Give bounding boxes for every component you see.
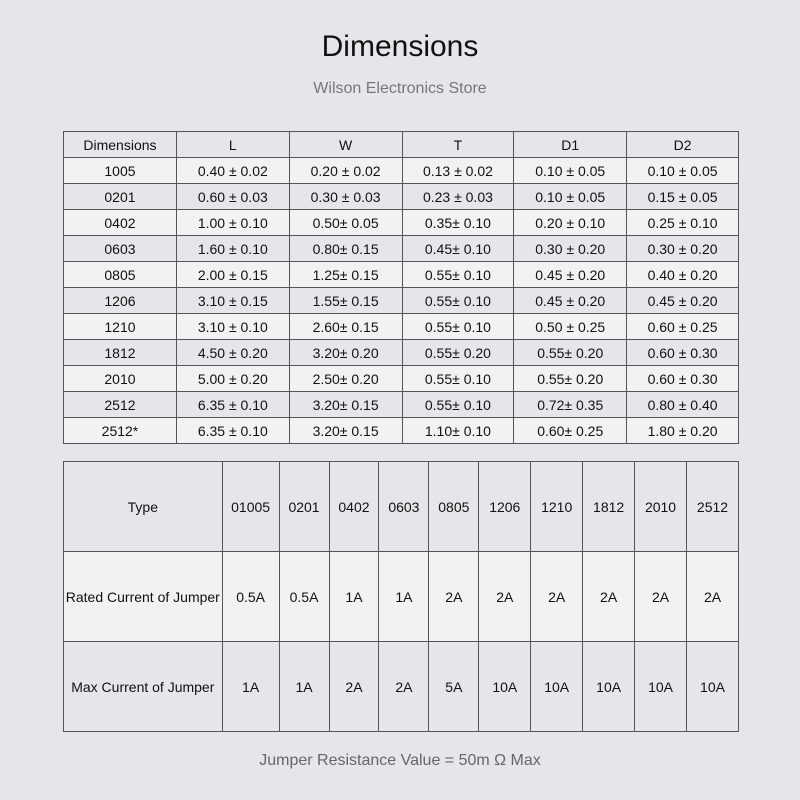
table-cell: 1812 — [583, 462, 635, 552]
table-cell: 2A — [329, 642, 379, 732]
cell-t: 0.13 ± 0.02 — [402, 158, 514, 184]
table-cell: 2010 — [635, 462, 687, 552]
cell-w: 0.50± 0.05 — [289, 210, 402, 236]
cell-d1: 0.20 ± 0.10 — [514, 210, 627, 236]
cell-w: 3.20± 0.15 — [289, 418, 402, 444]
page-title: Dimensions — [321, 30, 479, 63]
table-cell: 2512 — [687, 462, 739, 552]
cell-w: 0.20 ± 0.02 — [289, 158, 402, 184]
table-header-row — [64, 132, 739, 158]
jumper-resistance-note: Jumper Resistance Value = 50m Ω Max — [259, 752, 541, 769]
cell-d2: 0.60 ± 0.25 — [627, 314, 739, 340]
cell-d1: 0.10 ± 0.05 — [514, 184, 627, 210]
table-row — [64, 392, 739, 418]
cell-w: 2.60± 0.15 — [289, 314, 402, 340]
cell-l: 3.10 ± 0.10 — [176, 314, 289, 340]
table-row — [64, 366, 739, 392]
cell-w: 1.25± 0.15 — [289, 262, 402, 288]
cell-size: 0402 — [64, 210, 177, 236]
row-label: Rated Current of Jumper — [64, 552, 223, 642]
cell-t: 0.55± 0.10 — [402, 366, 514, 392]
table-cell: 01005 — [222, 462, 279, 552]
type-row — [64, 462, 739, 552]
column-header-w: W — [289, 132, 402, 158]
column-header-d2: D2 — [627, 132, 739, 158]
cell-size: 0603 — [64, 236, 177, 262]
cell-w: 1.55± 0.15 — [289, 288, 402, 314]
table-cell: 10A — [635, 642, 687, 732]
cell-l: 6.35 ± 0.10 — [176, 418, 289, 444]
table-row — [64, 340, 739, 366]
cell-d1: 0.10 ± 0.05 — [514, 158, 627, 184]
table-cell: 1A — [329, 552, 379, 642]
table-cell: 1A — [222, 642, 279, 732]
cell-size: 2512 — [64, 392, 177, 418]
column-header-d1: D1 — [514, 132, 627, 158]
table-cell: 10A — [583, 642, 635, 732]
cell-d2: 1.80 ± 0.20 — [627, 418, 739, 444]
table-cell: 2A — [687, 552, 739, 642]
table-cell: 2A — [479, 552, 531, 642]
cell-t: 0.55± 0.10 — [402, 314, 514, 340]
row-label: Max Current of Jumper — [64, 642, 223, 732]
cell-d1: 0.60± 0.25 — [514, 418, 627, 444]
table-cell: 10A — [531, 642, 583, 732]
cell-l: 1.60 ± 0.10 — [176, 236, 289, 262]
row-label: Type — [64, 462, 223, 552]
cell-d2: 0.10 ± 0.05 — [627, 158, 739, 184]
table-cell: 2A — [531, 552, 583, 642]
cell-d2: 0.60 ± 0.30 — [627, 366, 739, 392]
cell-w: 0.80± 0.15 — [289, 236, 402, 262]
table-cell: 5A — [429, 642, 479, 732]
cell-l: 3.10 ± 0.15 — [176, 288, 289, 314]
jumper-current-table — [63, 461, 739, 732]
cell-l: 6.35 ± 0.10 — [176, 392, 289, 418]
table-cell: 10A — [479, 642, 531, 732]
store-name: Wilson Electronics Store — [313, 80, 487, 97]
cell-d1: 0.55± 0.20 — [514, 366, 627, 392]
cell-size: 0805 — [64, 262, 177, 288]
table-cell: 1A — [279, 642, 329, 732]
table-row — [64, 262, 739, 288]
cell-size: 2010 — [64, 366, 177, 392]
cell-t: 0.23 ± 0.03 — [402, 184, 514, 210]
table-row — [64, 288, 739, 314]
cell-w: 3.20± 0.15 — [289, 392, 402, 418]
cell-l: 1.00 ± 0.10 — [176, 210, 289, 236]
cell-t: 0.35± 0.10 — [402, 210, 514, 236]
cell-w: 2.50± 0.20 — [289, 366, 402, 392]
dimensions-table — [63, 131, 739, 444]
cell-d2: 0.60 ± 0.30 — [627, 340, 739, 366]
table-cell: 0402 — [329, 462, 379, 552]
table-cell: 1210 — [531, 462, 583, 552]
cell-t: 0.55± 0.10 — [402, 262, 514, 288]
cell-w: 0.30 ± 0.03 — [289, 184, 402, 210]
table-cell: 2A — [379, 642, 429, 732]
table-cell: 0805 — [429, 462, 479, 552]
cell-t: 1.10± 0.10 — [402, 418, 514, 444]
cell-d2: 0.80 ± 0.40 — [627, 392, 739, 418]
rated-current-row — [64, 552, 739, 642]
table-cell: 0201 — [279, 462, 329, 552]
table-row — [64, 158, 739, 184]
cell-l: 4.50 ± 0.20 — [176, 340, 289, 366]
cell-size: 1812 — [64, 340, 177, 366]
cell-size: 1206 — [64, 288, 177, 314]
cell-w: 3.20± 0.20 — [289, 340, 402, 366]
cell-size: 0201 — [64, 184, 177, 210]
cell-d1: 0.50 ± 0.25 — [514, 314, 627, 340]
cell-l: 0.60 ± 0.03 — [176, 184, 289, 210]
cell-d2: 0.25 ± 0.10 — [627, 210, 739, 236]
cell-l: 0.40 ± 0.02 — [176, 158, 289, 184]
cell-d2: 0.15 ± 0.05 — [627, 184, 739, 210]
cell-d2: 0.40 ± 0.20 — [627, 262, 739, 288]
column-header-l: L — [176, 132, 289, 158]
table-cell: 0603 — [379, 462, 429, 552]
cell-d1: 0.45 ± 0.20 — [514, 288, 627, 314]
table-row — [64, 418, 739, 444]
cell-l: 5.00 ± 0.20 — [176, 366, 289, 392]
table-cell: 2A — [429, 552, 479, 642]
cell-d1: 0.55± 0.20 — [514, 340, 627, 366]
table-cell: 1A — [379, 552, 429, 642]
cell-size: 2512* — [64, 418, 177, 444]
cell-d2: 0.30 ± 0.20 — [627, 236, 739, 262]
cell-t: 0.55± 0.10 — [402, 288, 514, 314]
cell-d1: 0.72± 0.35 — [514, 392, 627, 418]
table-cell: 10A — [687, 642, 739, 732]
cell-d1: 0.45 ± 0.20 — [514, 262, 627, 288]
cell-size: 1210 — [64, 314, 177, 340]
table-cell: 2A — [635, 552, 687, 642]
table-cell: 2A — [583, 552, 635, 642]
cell-t: 0.45± 0.10 — [402, 236, 514, 262]
table-row — [64, 236, 739, 262]
cell-t: 0.55± 0.20 — [402, 340, 514, 366]
cell-d1: 0.30 ± 0.20 — [514, 236, 627, 262]
table-cell: 1206 — [479, 462, 531, 552]
cell-l: 2.00 ± 0.15 — [176, 262, 289, 288]
table-row — [64, 210, 739, 236]
table-cell: 0.5A — [279, 552, 329, 642]
cell-t: 0.55± 0.10 — [402, 392, 514, 418]
max-current-row — [64, 642, 739, 732]
table-row — [64, 184, 739, 210]
cell-d2: 0.45 ± 0.20 — [627, 288, 739, 314]
table-cell: 0.5A — [222, 552, 279, 642]
table-row — [64, 314, 739, 340]
column-header-dimensions: Dimensions — [64, 132, 177, 158]
column-header-t: T — [402, 132, 514, 158]
cell-size: 1005 — [64, 158, 177, 184]
